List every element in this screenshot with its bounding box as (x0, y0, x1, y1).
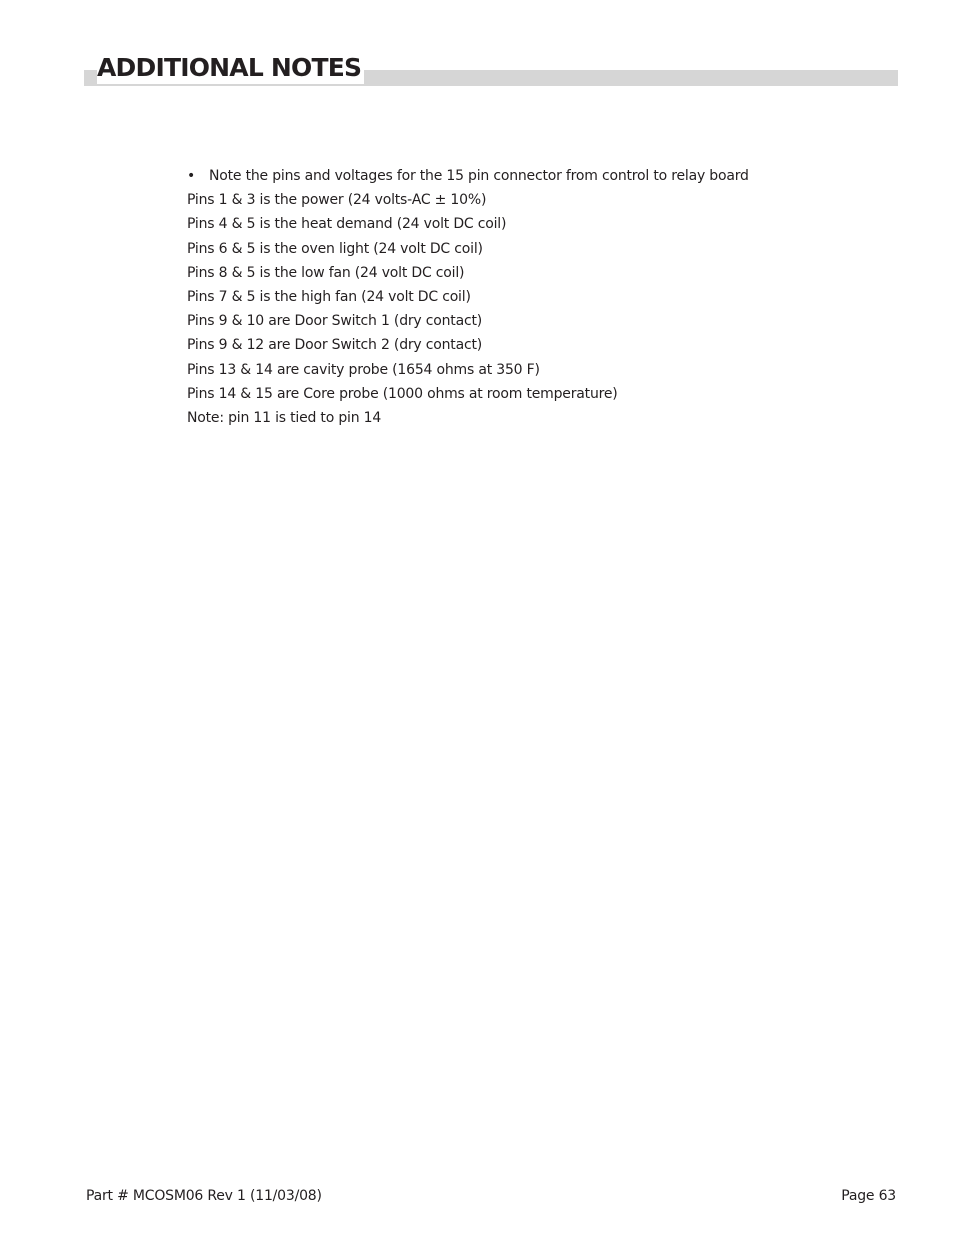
footer-page-number: Page 63 (841, 1188, 896, 1204)
note-line-pin-11: Note: pin 11 is tied to pin 14 (187, 410, 382, 427)
bullet-item (187, 164, 887, 188)
note-line-cavity-probe: Pins 13 & 14 are cavity probe (1654 ohms at 350 F) (187, 361, 540, 378)
page-title: ADDITIONAL NOTES (97, 52, 364, 84)
note-line-oven-light: Pins 6 & 5 is the oven light (24 volt DC coil) (187, 240, 483, 257)
note-line-core-probe: Pins 14 & 15 are Core probe (1000 ohms at room temperature) (187, 385, 618, 402)
notes-intro: Note the pins and voltages for the 15 pin connector from control to relay board (209, 168, 749, 184)
bullet-glyph: • (187, 168, 196, 184)
note-line-door-switch-1: Pins 9 & 10 are Door Switch 1 (dry contact) (187, 313, 483, 330)
note-line-door-switch-2: Pins 9 & 12 are Door Switch 2 (dry contact) (187, 337, 483, 354)
note-line-low-fan: Pins 8 & 5 is the low fan (24 volt DC coil) (187, 264, 465, 281)
note-line-power: Pins 1 & 3 is the power (24 volts-AC ± 10%) (187, 192, 487, 209)
footer-part-number: Part # MCOSM06 Rev 1 (11/03/08) (86, 1188, 322, 1204)
notes-section (187, 164, 887, 430)
note-line-heat-demand: Pins 4 & 5 is the heat demand (24 volt DC coil) (187, 216, 507, 233)
note-line-high-fan: Pins 7 & 5 is the high fan (24 volt DC coil) (187, 289, 471, 306)
